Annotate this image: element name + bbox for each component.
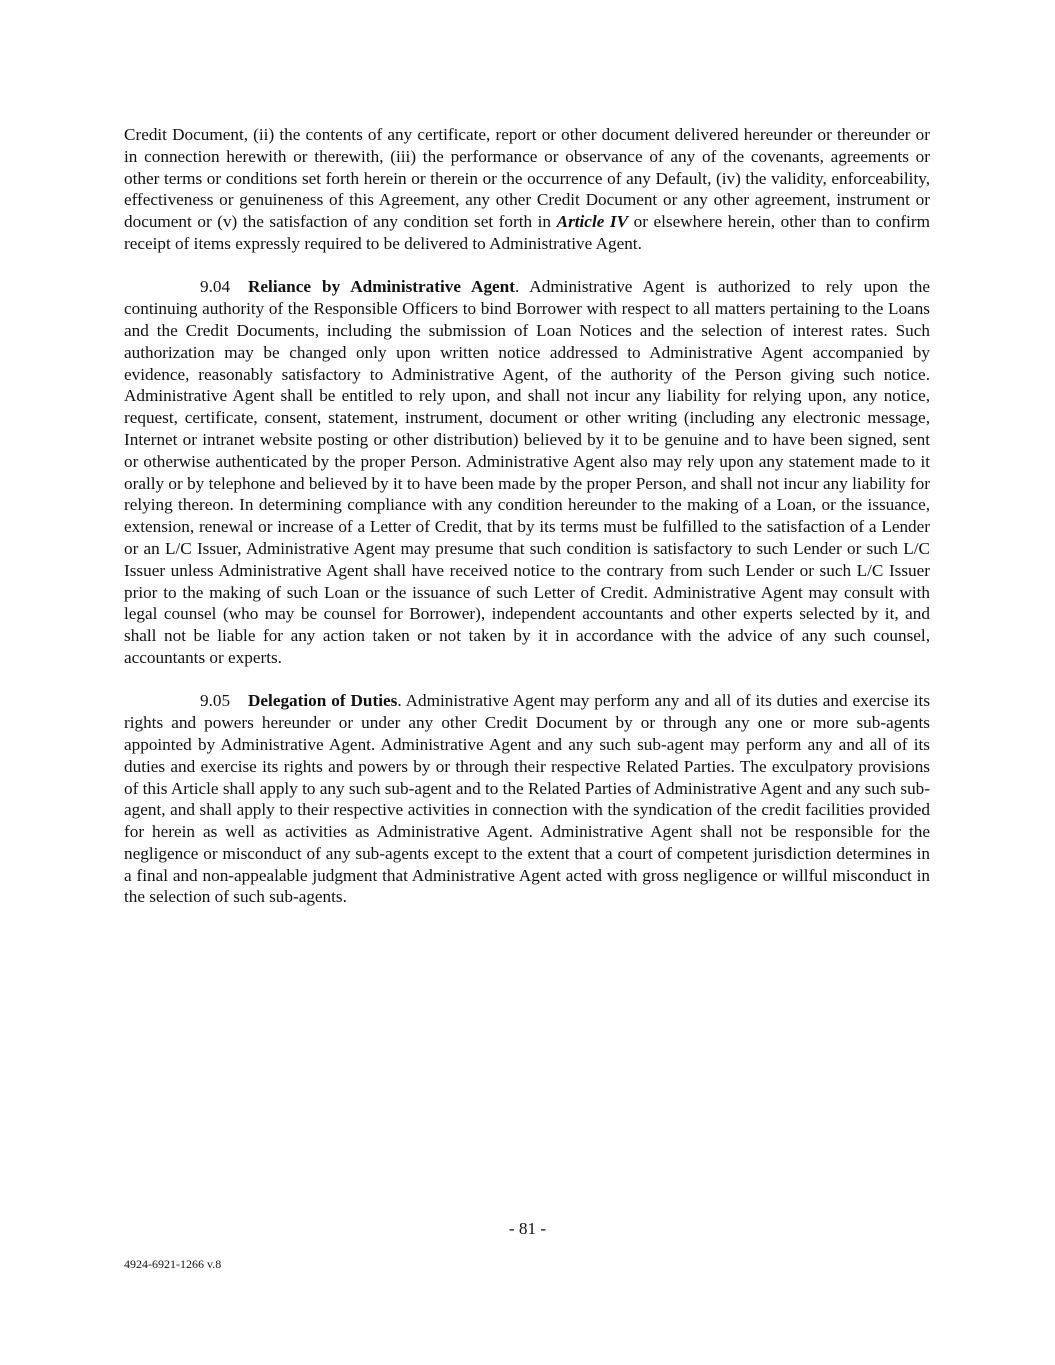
continued-text-after-ref: or elsewhere herein, other than to confirm receipt of items expressly required to be delivered to Administrative Agent.: [124, 212, 931, 253]
section-9-04-number: 9.04: [200, 277, 231, 297]
section-9-04-heading: Reliance by Administrative Agent: [248, 277, 515, 297]
section-9-05-paragraph: [124, 690, 930, 908]
section-9-04-body: . Administrative Agent is authorized to rely upon the continuing authority of the Responsible Officers to bind Borrower with respect to all matters pertaining to the Loans and the Credit Documents, including the submission of Loan Notices and the selection of interest rates. Such authorization may be changed only upon written notice addressed to Administrative Agent accompanied by evidence, reasonably satisfactory to Administrative Agent, of the authority of the Person giving such notice. Administrative Agent shall be entitled to rely upon, and shall not incur any liability for relying upon, any notice, request, certificate, consent, statement, instrument, document or other writing (including any electronic message, Internet or intranet website posting or other distribution) believed by it to be genuine and to have been signed, sent or otherwise authenticated by the proper Person. Administrative Agent also may rely upon any statement made to it orally or by telephone and believed by it to have been made by the proper Person, and shall not incur any liability for relying thereon. In determining compliance with any condition hereunder to the making of a Loan, or the issuance, extension, renewal or increase of a Letter of Credit, that by its terms must be fulfilled to the satisfaction of a Lender or an L/C Issuer, Administrative Agent may presume that such condition is satisfactory to such Lender or such L/C Issuer unless Administrative Agent shall have received notice to the contrary from such Lender or such L/C Issuer prior to the making of such Loan or the issuance of such Letter of Credit. Administrative Agent may consult with legal counsel (who may be counsel for Borrower), independent accountants and other experts selected by it, and shall not be liable for any action taken or not taken by it in accordance with the advice of any such counsel, accountants or experts.: [124, 277, 930, 667]
document-id: 4924-6921-1266 v.8: [124, 1257, 222, 1271]
page-number: - 81 -: [508, 1219, 547, 1238]
continued-paragraph: [124, 124, 930, 255]
section-9-05-heading: Delegation of Duties: [248, 691, 398, 711]
section-9-04-paragraph: [124, 276, 930, 668]
section-9-05-number: 9.05: [200, 691, 231, 711]
section-9-05-body: . Administrative Agent may perform any and all of its duties and exercise its rights and powers hereunder or under any other Credit Document by or through any one or more sub-agents appointed by Administrative Agent. Administrative Agent and any such sub-agent may perform any and all of its duties and exercise its rights and powers by or through their respective Related Parties. The exculpatory provisions of this Article shall apply to any such sub-agent and to the Related Parties of Administrative Agent and any such sub-agent, and shall apply to their respective activities in connection with the syndication of the credit facilities provided for herein as well as activities as Administrative Agent. Administrative Agent shall not be responsible for the negligence or misconduct of any sub-agents except to the extent that a court of competent jurisdiction determines in a final and non-appealable judgment that Administrative Agent acted with gross negligence or willful misconduct in the selection of such sub-agents.: [124, 691, 931, 907]
article-reference: Article IV: [556, 212, 629, 232]
document-body: [124, 124, 930, 930]
continued-text-before-ref: Credit Document, (ii) the contents of any certificate, report or other document delivered hereunder or thereunder or in connection herewith or therewith, (iii) the performance or observance of any of the covenants, agreements or other terms or conditions set forth herein or therein or the occurrence of any Default, (iv) the validity, enforceability, effectiveness or genuineness of this Agreement, any other Credit Document or any other agreement, instrument or document or (v) the satisfaction of any condition set forth in: [124, 125, 930, 232]
